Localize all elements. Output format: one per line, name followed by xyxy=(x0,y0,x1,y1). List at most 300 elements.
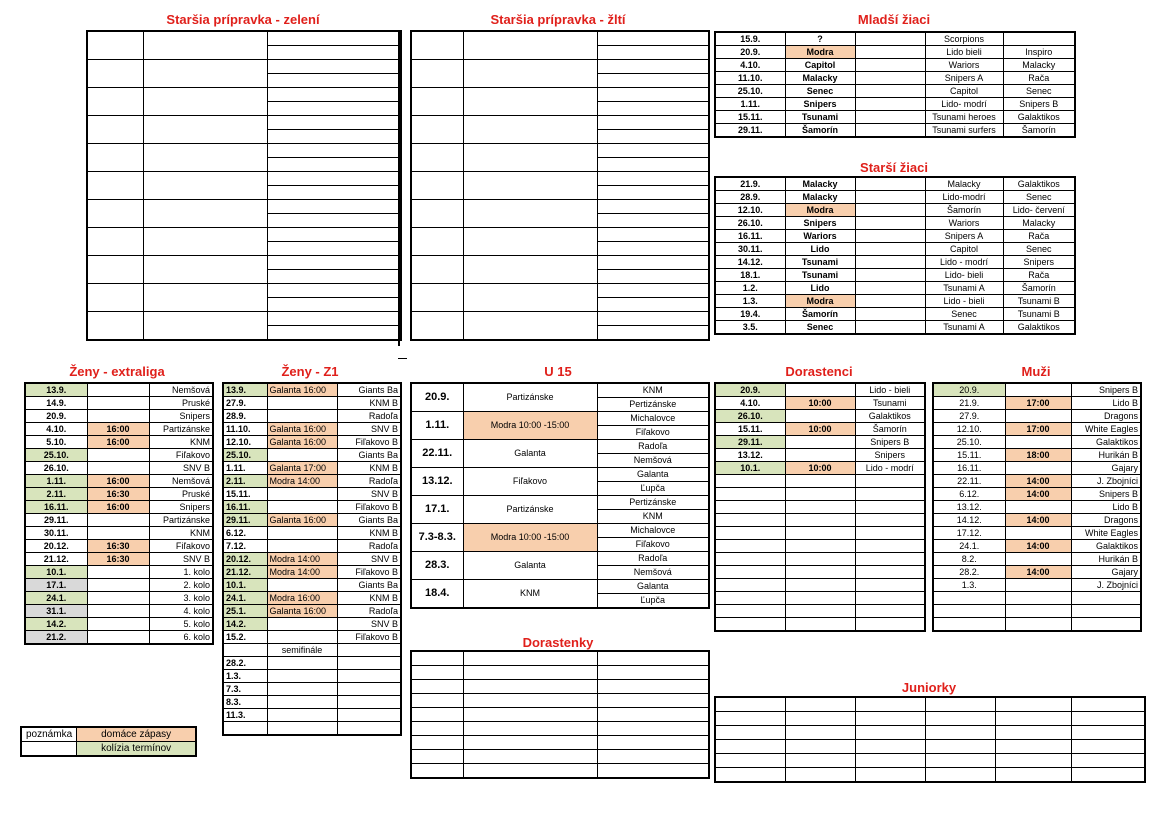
cell xyxy=(411,228,463,256)
cell xyxy=(597,736,709,750)
cell xyxy=(143,31,267,60)
table-row xyxy=(715,98,1075,111)
table-row xyxy=(87,172,401,186)
cell xyxy=(411,172,463,200)
cell xyxy=(785,768,855,783)
u15-opponent: Nemšová xyxy=(597,566,709,580)
table-row xyxy=(223,540,401,553)
cell: Modra xyxy=(785,46,855,59)
cell xyxy=(855,85,925,98)
title-starsia-zeleni: Staršia prípravka - zelení xyxy=(166,12,320,27)
cell: 17.12. xyxy=(933,527,1005,540)
cell: Pruské xyxy=(149,397,213,410)
cell xyxy=(463,680,597,694)
cell xyxy=(267,46,401,60)
cell: Lido - bieli xyxy=(925,295,1003,308)
cell xyxy=(785,410,855,423)
cell xyxy=(1005,527,1071,540)
cell xyxy=(597,666,709,680)
table-row xyxy=(715,697,1145,712)
u15-opponent: Nemšová xyxy=(597,454,709,468)
cell xyxy=(87,566,149,579)
cell xyxy=(925,768,995,783)
cell: Lido- modrí xyxy=(925,98,1003,111)
cell xyxy=(597,270,709,284)
cell xyxy=(597,312,709,326)
cell: Snipers xyxy=(149,501,213,514)
cell: 13.12. xyxy=(933,501,1005,514)
cell: Šamorín xyxy=(1003,282,1075,295)
cell xyxy=(785,592,855,605)
u15-date: 7.3-8.3. xyxy=(411,524,463,552)
cell xyxy=(143,60,267,88)
cell: 4.10. xyxy=(25,423,87,436)
cell: 16:00 xyxy=(87,501,149,514)
cell: Malacky xyxy=(785,72,855,85)
cell xyxy=(785,501,855,514)
cell xyxy=(597,31,709,46)
cell: SNV B xyxy=(337,553,401,566)
cell: SNV B xyxy=(337,488,401,501)
table-row xyxy=(223,488,401,501)
cell: Lido - bieli xyxy=(855,383,925,397)
cell xyxy=(855,191,925,204)
cell: 14:00 xyxy=(1005,540,1071,553)
cell: Galaktikos xyxy=(855,410,925,423)
cell: 29.11. xyxy=(223,514,267,527)
cell: KNM B xyxy=(337,397,401,410)
table-row xyxy=(933,488,1141,501)
cell: 4.10. xyxy=(715,59,785,72)
cell: Malacky xyxy=(785,191,855,204)
table-row xyxy=(411,580,709,594)
cell xyxy=(143,228,267,256)
table-row xyxy=(411,200,709,214)
table-dorastenci xyxy=(714,382,926,632)
cell xyxy=(855,32,925,46)
cell: 14:00 xyxy=(1005,514,1071,527)
table-row xyxy=(715,269,1075,282)
cell: Fiľakovo xyxy=(149,449,213,462)
cell xyxy=(785,712,855,726)
legend xyxy=(20,726,197,757)
cell xyxy=(855,204,925,217)
cell: 30.11. xyxy=(715,243,785,256)
u15-opponent: Pertizánske xyxy=(597,496,709,510)
cell: 16:00 xyxy=(87,436,149,449)
cell: Hurikán B xyxy=(1071,553,1141,566)
u15-opponent: Fiľakovo xyxy=(597,538,709,552)
table-row xyxy=(933,579,1141,592)
cell: Modra xyxy=(785,295,855,308)
cell: 1.11. xyxy=(223,462,267,475)
u15-opponent: Michalovce xyxy=(597,412,709,426)
cell xyxy=(597,750,709,764)
cell: Giants Ba xyxy=(337,449,401,462)
table-row xyxy=(411,256,709,270)
table-row xyxy=(25,397,213,410)
cell: Inspiro xyxy=(1003,46,1075,59)
cell: Partizánske xyxy=(149,514,213,527)
cell xyxy=(267,200,401,214)
u15-opponent: Michalovce xyxy=(597,524,709,538)
table-row xyxy=(715,605,925,618)
cell xyxy=(855,111,925,124)
cell: semifinále xyxy=(267,644,337,657)
cell xyxy=(855,308,925,321)
table-row xyxy=(411,651,709,666)
title-mladsi-ziaci: Mladší žiaci xyxy=(857,12,931,27)
cell: Šamorín xyxy=(925,204,1003,217)
cell xyxy=(87,144,143,172)
title-u15: U 15 xyxy=(544,364,572,379)
u15-venue: KNM xyxy=(463,580,597,609)
table-row xyxy=(87,144,401,158)
cell xyxy=(143,88,267,116)
table-row xyxy=(223,449,401,462)
cell xyxy=(855,256,925,269)
cell: Snipers xyxy=(785,217,855,230)
cell xyxy=(463,764,597,779)
cell xyxy=(785,527,855,540)
cell: 14.12. xyxy=(933,514,1005,527)
cell: Lido B xyxy=(1071,501,1141,514)
cell: Galanta 16:00 xyxy=(267,605,337,618)
table-row xyxy=(223,670,401,683)
cell xyxy=(267,670,337,683)
cell xyxy=(87,88,143,116)
cell xyxy=(463,200,597,228)
table-row xyxy=(411,750,709,764)
cell xyxy=(855,475,925,488)
cell: 13.9. xyxy=(25,383,87,397)
table-row xyxy=(411,552,709,566)
table-row xyxy=(25,501,213,514)
cell: 1.2. xyxy=(715,282,785,295)
cell: Modra 14:00 xyxy=(267,553,337,566)
cell: 24.1. xyxy=(933,540,1005,553)
cell: 10.1. xyxy=(25,566,87,579)
cell: Pruské xyxy=(149,488,213,501)
cell: 12.10. xyxy=(223,436,267,449)
table-row xyxy=(223,397,401,410)
table-row xyxy=(715,282,1075,295)
u15-date: 20.9. xyxy=(411,383,463,412)
cell: Šamorín xyxy=(785,308,855,321)
cell xyxy=(855,488,925,501)
cell: Snipers A xyxy=(925,230,1003,243)
table-row xyxy=(25,475,213,488)
cell: 16:00 xyxy=(87,475,149,488)
cell xyxy=(785,488,855,501)
cell: Tsunami heroes xyxy=(925,111,1003,124)
cell: Scorpions xyxy=(925,32,1003,46)
title-dorastenci: Dorastenci xyxy=(785,364,853,379)
cell xyxy=(1005,618,1071,632)
cell xyxy=(855,59,925,72)
cell: Senec xyxy=(1003,243,1075,256)
cell xyxy=(463,31,597,60)
cell: Fiľakovo B xyxy=(337,501,401,514)
cell: 16:00 xyxy=(87,423,149,436)
cell xyxy=(87,60,143,88)
cell: Lido bieli xyxy=(925,46,1003,59)
table-row xyxy=(715,436,925,449)
cell: Senec xyxy=(785,85,855,98)
table-row xyxy=(715,256,1075,269)
cell xyxy=(143,172,267,200)
cell: 21.12. xyxy=(223,566,267,579)
table-row xyxy=(223,644,401,657)
table-row xyxy=(87,228,401,242)
cell: 24.1. xyxy=(25,592,87,605)
cell xyxy=(933,605,1005,618)
cell: Rača xyxy=(1003,72,1075,85)
cell xyxy=(855,579,925,592)
cell: 15.11. xyxy=(933,449,1005,462)
cell xyxy=(87,397,149,410)
u15-date: 1.11. xyxy=(411,412,463,440)
cell xyxy=(267,683,337,696)
u15-opponent: Galanta xyxy=(597,468,709,482)
table-row xyxy=(933,449,1141,462)
cell xyxy=(855,217,925,230)
table-row xyxy=(411,496,709,510)
cell xyxy=(785,754,855,768)
cell: 29.11. xyxy=(25,514,87,527)
cell xyxy=(267,298,401,312)
cell: Lido - modrí xyxy=(855,462,925,475)
cell: Fiľakovo B xyxy=(337,631,401,644)
cell: 10.1. xyxy=(715,462,785,475)
cell: Senec xyxy=(1003,85,1075,98)
cell xyxy=(411,750,463,764)
cell xyxy=(597,116,709,130)
cell: Lido - modrí xyxy=(925,256,1003,269)
cell: 15.2. xyxy=(223,631,267,644)
cell: 16:30 xyxy=(87,540,149,553)
table-row xyxy=(715,72,1075,85)
cell: 1.3. xyxy=(223,670,267,683)
cell: 16:30 xyxy=(87,488,149,501)
cell: 25.10. xyxy=(715,85,785,98)
cell xyxy=(267,312,401,326)
table-row xyxy=(933,462,1141,475)
cell xyxy=(715,566,785,579)
table-row xyxy=(933,618,1141,632)
table-row xyxy=(411,764,709,779)
title-dorastenky: Dorastenky xyxy=(522,635,594,650)
cell xyxy=(87,618,149,631)
cell: 10.1. xyxy=(223,579,267,592)
cell xyxy=(597,242,709,256)
cell: 16.11. xyxy=(933,462,1005,475)
table-row xyxy=(223,592,401,605)
cell xyxy=(855,269,925,282)
cell xyxy=(597,172,709,186)
cell xyxy=(267,618,337,631)
cell xyxy=(855,514,925,527)
table-row xyxy=(223,696,401,709)
cell xyxy=(785,383,855,397)
table-row xyxy=(411,31,709,46)
cell xyxy=(597,298,709,312)
cell xyxy=(855,712,925,726)
table-u15 xyxy=(410,382,710,609)
cell xyxy=(597,256,709,270)
cell: 13.12. xyxy=(715,449,785,462)
cell: 29.11. xyxy=(715,436,785,449)
cell: Snipers B xyxy=(855,436,925,449)
cell xyxy=(855,754,925,768)
table-row xyxy=(411,722,709,736)
cell xyxy=(1071,618,1141,632)
table-row xyxy=(715,449,925,462)
table-row xyxy=(715,383,925,397)
cell xyxy=(463,116,597,144)
cell xyxy=(715,726,785,740)
cell xyxy=(463,172,597,200)
u15-date: 22.11. xyxy=(411,440,463,468)
table-row xyxy=(223,553,401,566)
table-row xyxy=(223,501,401,514)
cell xyxy=(855,98,925,111)
cell: Snipers xyxy=(149,410,213,423)
cell xyxy=(411,666,463,680)
cell xyxy=(411,60,463,88)
cell xyxy=(855,46,925,59)
cell xyxy=(855,566,925,579)
cell xyxy=(1005,605,1071,618)
u15-venue: Partizánske xyxy=(463,496,597,524)
legend-home: domáce zápasy xyxy=(77,727,197,742)
table-row xyxy=(715,177,1075,191)
cell: 24.1. xyxy=(223,592,267,605)
table-row xyxy=(25,423,213,436)
cell: Capitol xyxy=(785,59,855,72)
cell: Nemšová xyxy=(149,383,213,397)
cell xyxy=(1005,592,1071,605)
cell: Partizánske xyxy=(149,423,213,436)
cell xyxy=(87,579,149,592)
cell: Malacky xyxy=(925,177,1003,191)
table-row xyxy=(715,754,1145,768)
table-row xyxy=(411,680,709,694)
cell xyxy=(87,527,149,540)
cell xyxy=(267,326,401,341)
table-mladsi-ziaci xyxy=(714,31,1076,138)
cell: Lido-modrí xyxy=(925,191,1003,204)
cell xyxy=(411,680,463,694)
cell xyxy=(267,228,401,242)
table-row xyxy=(933,592,1141,605)
cell: 14:00 xyxy=(1005,475,1071,488)
table-row xyxy=(715,308,1075,321)
cell xyxy=(597,74,709,88)
table-row xyxy=(715,397,925,410)
cell xyxy=(1071,712,1145,726)
cell: 7.3. xyxy=(223,683,267,696)
cell: 16.11. xyxy=(25,501,87,514)
cell: 20.12. xyxy=(25,540,87,553)
cell xyxy=(267,397,337,410)
cell: 26.10. xyxy=(715,410,785,423)
cell: 6.12. xyxy=(223,527,267,540)
cell xyxy=(463,312,597,341)
cell xyxy=(855,553,925,566)
cell xyxy=(1071,726,1145,740)
cell xyxy=(597,60,709,74)
cell: Giants Ba xyxy=(337,579,401,592)
cell xyxy=(925,740,995,754)
cell xyxy=(597,88,709,102)
table-row xyxy=(223,618,401,631)
table-row xyxy=(715,217,1075,230)
cell xyxy=(715,697,785,712)
cell: J. Zbojníci xyxy=(1071,475,1141,488)
cell: 1.11. xyxy=(715,98,785,111)
cell xyxy=(143,144,267,172)
cell: Galaktikos xyxy=(1003,321,1075,335)
title-starsi-ziaci: Starší žiaci xyxy=(860,160,928,175)
table-row xyxy=(933,605,1141,618)
cell xyxy=(925,712,995,726)
cell xyxy=(411,764,463,779)
cell: Fiľakovo B xyxy=(337,436,401,449)
cell: 18:00 xyxy=(1005,449,1071,462)
cell: SNV B xyxy=(337,618,401,631)
cell xyxy=(267,501,337,514)
cell xyxy=(143,312,267,341)
cell: 21.2. xyxy=(25,631,87,645)
cell xyxy=(87,462,149,475)
cell xyxy=(715,740,785,754)
cell xyxy=(597,46,709,60)
cell xyxy=(411,694,463,708)
cell xyxy=(337,670,401,683)
cell: 20.9. xyxy=(715,383,785,397)
cell xyxy=(411,31,463,60)
cell: Galaktikos xyxy=(1071,436,1141,449)
cell xyxy=(715,527,785,540)
table-row xyxy=(715,46,1075,59)
separator-dash xyxy=(398,358,407,359)
table-row xyxy=(87,312,401,326)
table-row xyxy=(25,410,213,423)
table-row xyxy=(223,683,401,696)
cell: 11.3. xyxy=(223,709,267,722)
table-row xyxy=(87,60,401,74)
cell xyxy=(337,657,401,670)
table-row xyxy=(411,440,709,454)
table-row xyxy=(223,475,401,488)
cell: Tsunami xyxy=(785,111,855,124)
cell xyxy=(411,88,463,116)
cell xyxy=(995,768,1071,783)
cell xyxy=(715,768,785,783)
table-row xyxy=(715,527,925,540)
cell xyxy=(855,697,925,712)
cell xyxy=(597,651,709,666)
cell: 1. kolo xyxy=(149,566,213,579)
cell: 1.11. xyxy=(25,475,87,488)
cell xyxy=(995,712,1071,726)
cell: Galaktikos xyxy=(1003,177,1075,191)
table-body xyxy=(87,31,401,340)
table-row xyxy=(715,59,1075,72)
cell xyxy=(267,270,401,284)
cell: Giants Ba xyxy=(337,514,401,527)
